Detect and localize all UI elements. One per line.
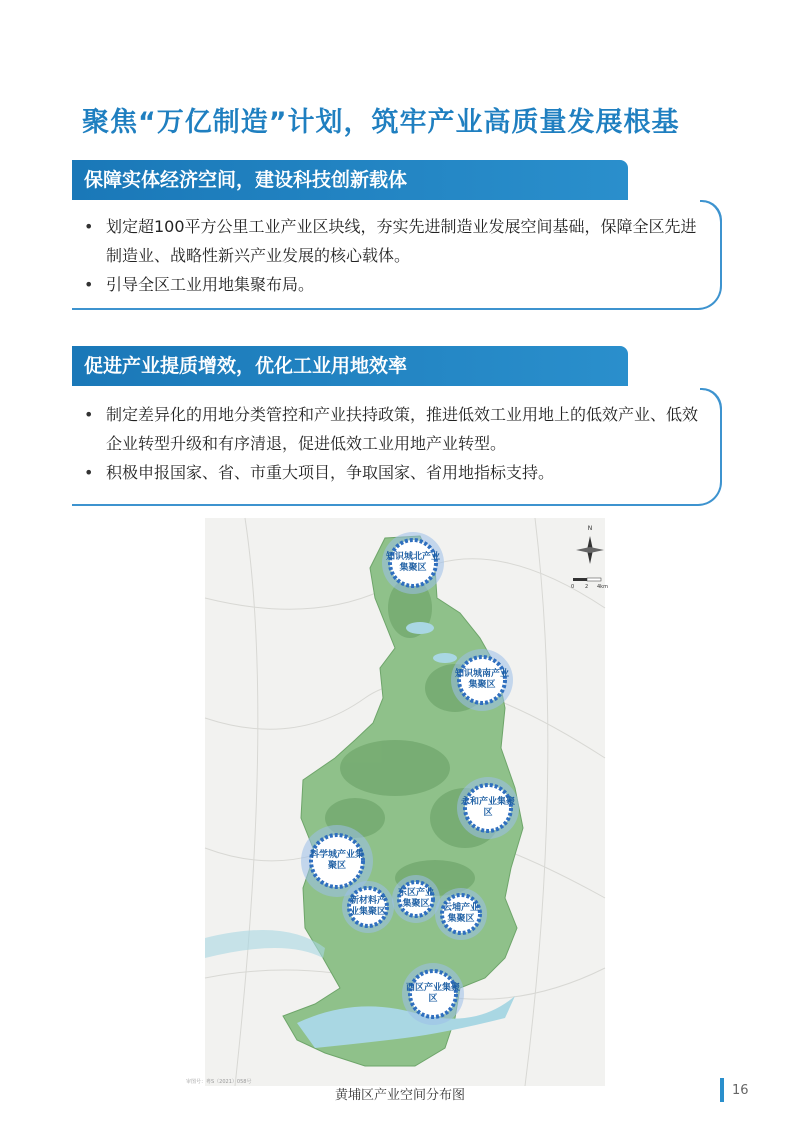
section-1-bullet-box bbox=[72, 202, 722, 310]
cluster-label-zhishicheng-south: 知识城南产业集聚区 bbox=[454, 669, 509, 690]
cluster-label-kexuecheng: 科学城产业集聚区 bbox=[309, 850, 364, 871]
scale-bar bbox=[571, 578, 608, 590]
cluster-label-dongqu: 东区产业集聚区 bbox=[398, 888, 435, 909]
cluster-label-zhishicheng-north: 知识城北产业集聚区 bbox=[385, 552, 440, 573]
section-1-bullet-2: • 引导全区工业用地集聚布局。 bbox=[84, 270, 702, 299]
section-2-bullets bbox=[72, 390, 720, 495]
industrial-space-map bbox=[205, 518, 608, 1086]
section-1-bullet-1: • 划定超100平方公里工业产业区块线，夯实先进制造业发展空间基础，保障全区先进制造业、战略性新兴产业发展的核心载体。 bbox=[84, 212, 702, 270]
map-approval-note: 审图号：粤S（2021）058号 bbox=[186, 1079, 252, 1085]
scale-label-2: 2 bbox=[585, 584, 589, 590]
section-2-bullet-box bbox=[72, 390, 722, 506]
section-heading-2: 促进产业提质增效，优化工业用地效率 bbox=[72, 346, 628, 386]
compass-label: N bbox=[587, 525, 593, 532]
page-number: 16 bbox=[732, 1083, 749, 1098]
section-heading-1: 保障实体经济空间，建设科技创新载体 bbox=[72, 160, 628, 200]
cluster-label-yunpu: 云埔产业集聚区 bbox=[442, 903, 479, 924]
page-number-accent bbox=[720, 1078, 724, 1102]
scale-label-4km: 4km bbox=[597, 584, 608, 590]
north-arrow-icon bbox=[576, 536, 604, 564]
section-2-bullet-1: • 制定差异化的用地分类管控和产业扶持政策，推进低效工业用地上的低效产业、低效企业转型升级和有序清退，促进低效工业用地产业转型。 bbox=[84, 400, 702, 458]
map-caption: 黄埔区产业空间分布图 bbox=[334, 1088, 465, 1103]
section-1-bullets bbox=[72, 202, 720, 307]
section-2-bullet-2: • 积极申报国家、省、市重大项目，争取国家、省用地指标支持。 bbox=[84, 458, 702, 487]
page-title: 聚焦“万亿制造”计划，筑牢产业高质量发展根基 bbox=[82, 107, 680, 138]
cluster-label-xincailiao: 新材料产业集聚区 bbox=[349, 896, 386, 917]
cluster-label-yonghe: 永和产业集聚区 bbox=[460, 797, 515, 818]
scale-label-0: 0 bbox=[571, 584, 575, 590]
cluster-label-xiqu: 西区产业集聚区 bbox=[405, 983, 460, 1004]
